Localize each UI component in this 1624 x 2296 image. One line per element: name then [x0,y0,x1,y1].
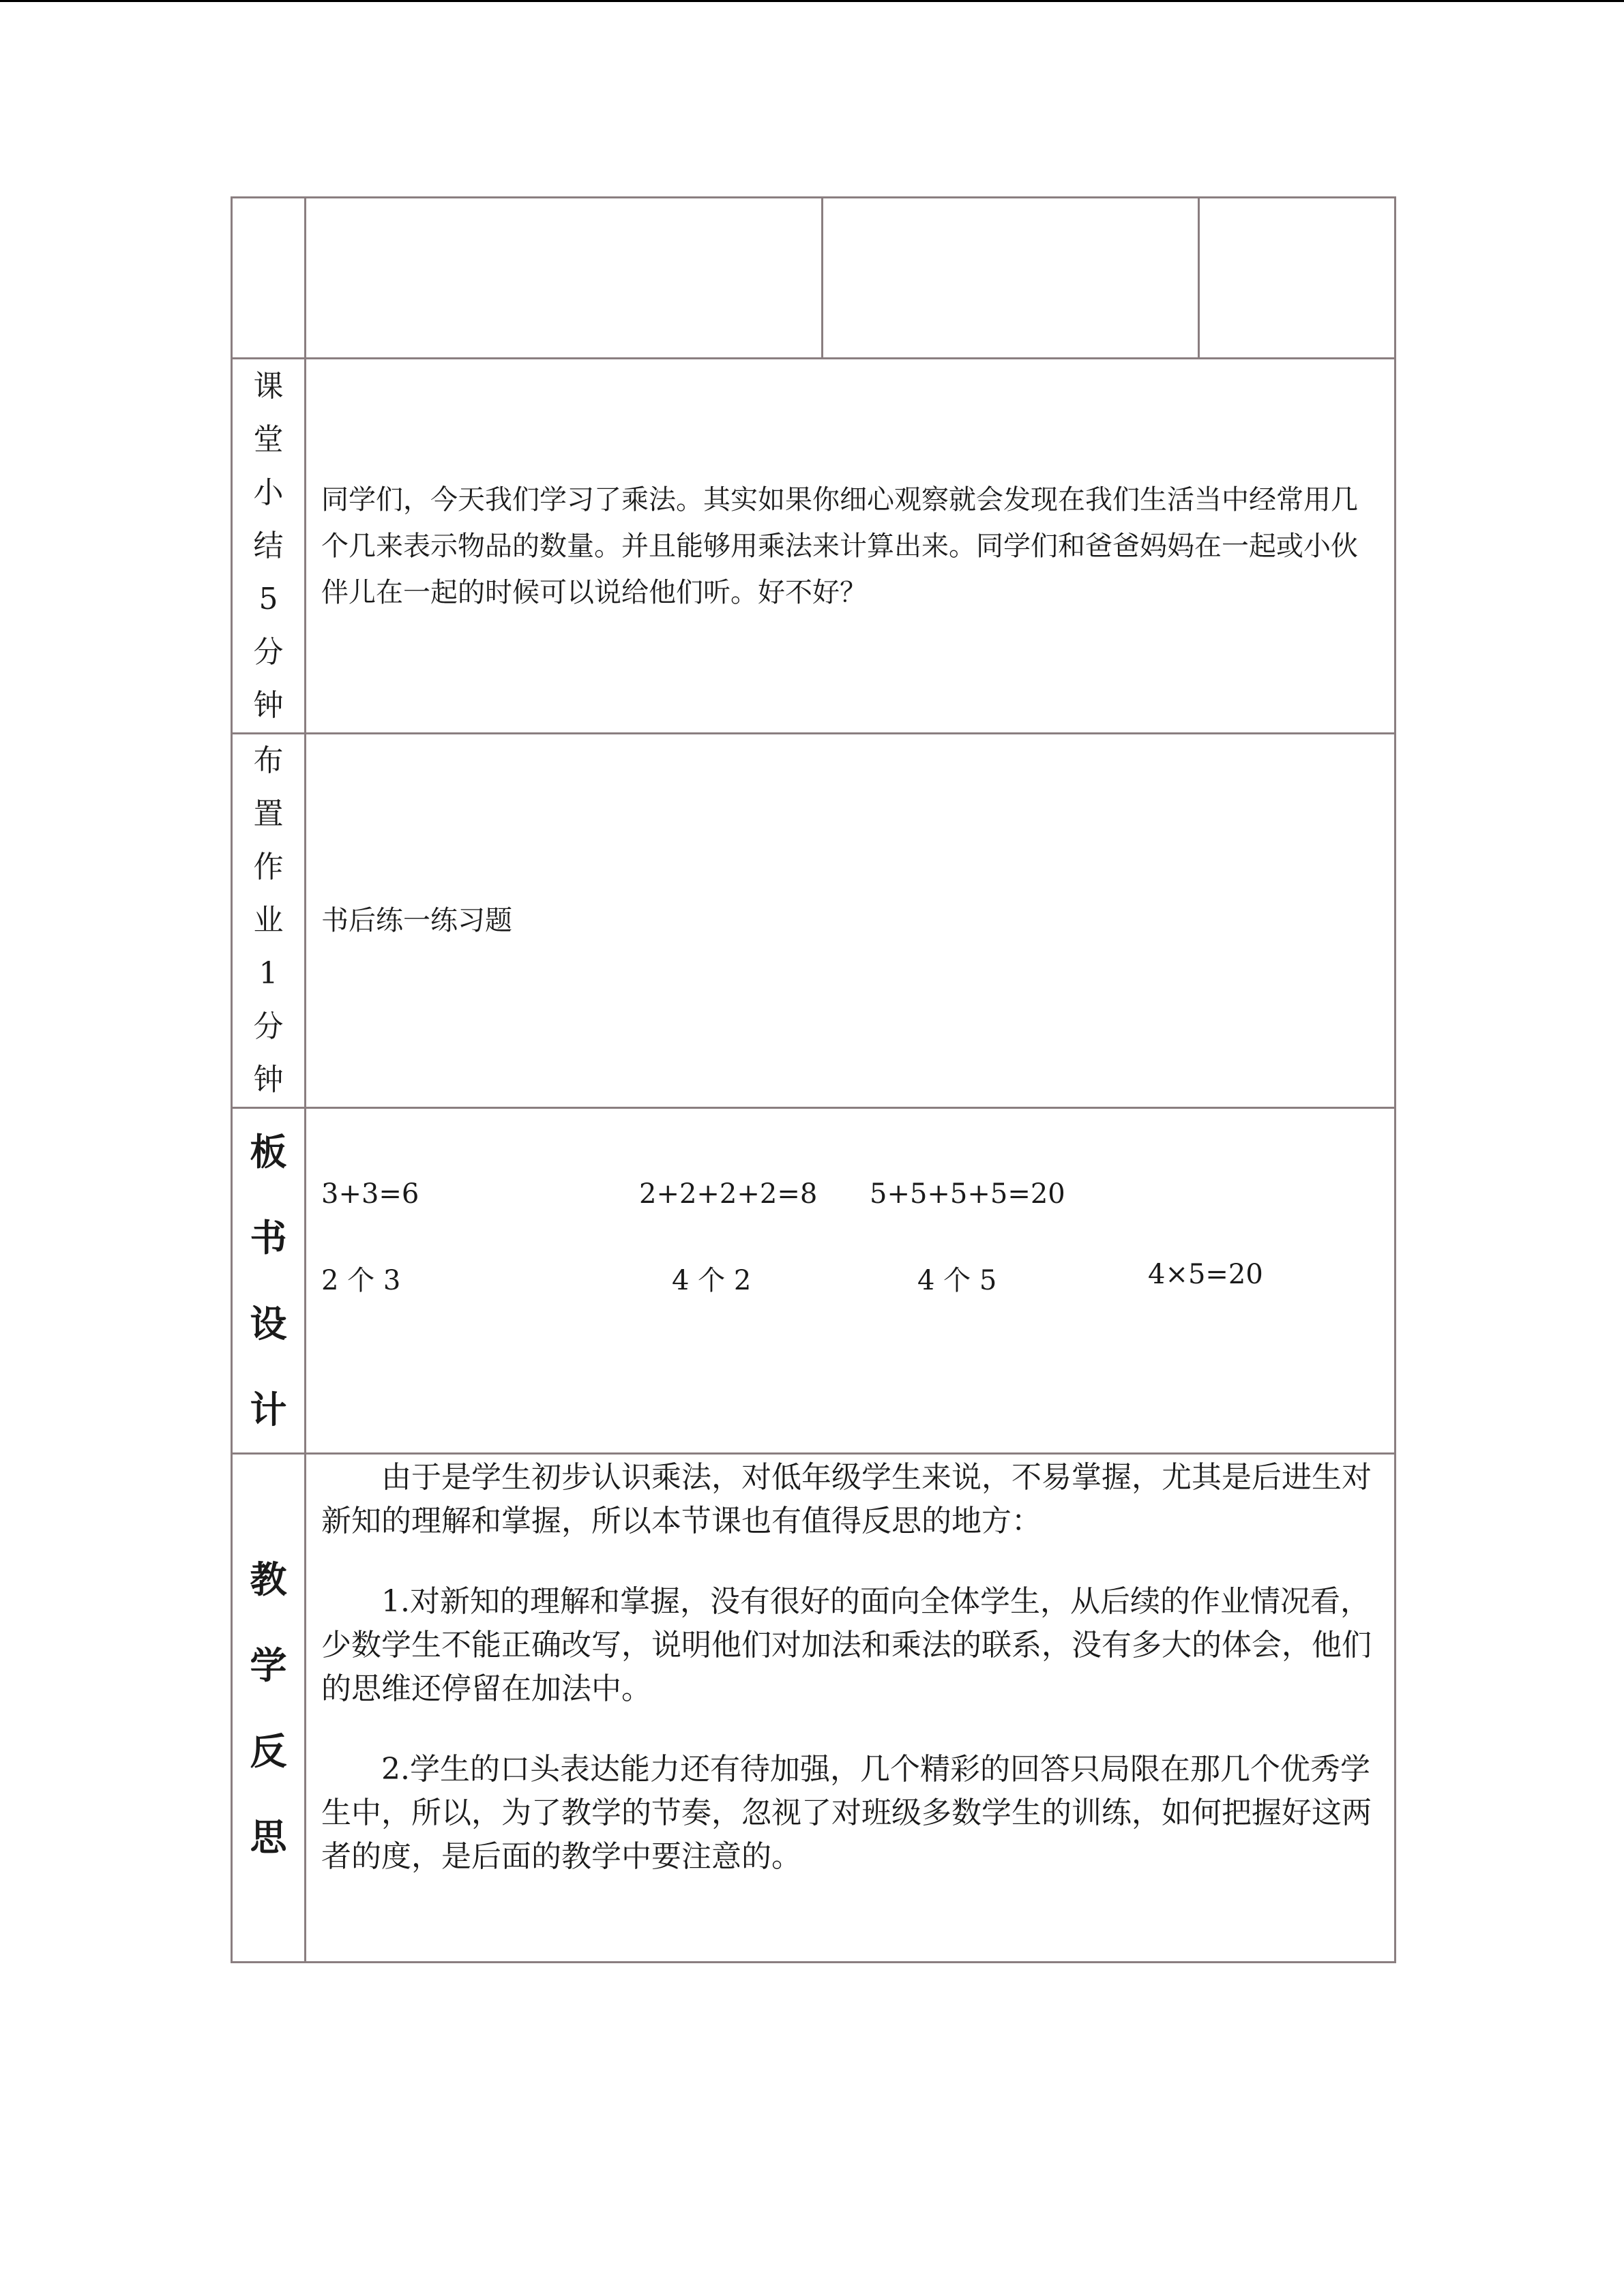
summary-row [232,359,1396,734]
board-product: 4×5=20 [1148,1259,1263,1290]
empty-header-row [232,198,1396,359]
homework-label: 布 置 作 业 1 分 钟 [232,734,306,1108]
board-group-3: 4 个 5 [917,1265,997,1296]
empty-cell-3 [1199,198,1396,359]
summary-text: 同学们，今天我们学习了乘法。其实如果你细心观察就会发现在我们生活当中经常用几个几来表示物品的数量。并且能够用乘法来计算出来。同学们和爸爸妈妈在一起或小伙伴儿在一起的时候可以说给他们听。好不好？ [306,359,1396,734]
board-group-2: 4 个 2 [672,1265,752,1296]
summary-label: 课 堂 小 结 5 分 钟 [232,359,306,734]
reflection-paragraph-1: 由于是学生初步认识乘法，对低年级学生来说，不易掌握，尤其是后进生对新知的理解和掌握，所以本节课也有值得反思的地方： [321,1460,1372,1538]
board-group-1: 2 个 3 [321,1265,401,1296]
homework-text: 书后练一练习题 [306,734,1396,1108]
board-eq-3: 5+5+5+5=20 [870,1178,1065,1210]
empty-cell-label [232,198,306,359]
reflection-label: 教 学 反 思 [232,1454,306,1963]
reflection-paragraph-2: 1.对新知的理解和掌握，没有很好的面向全体学生，从后续的作业情况看，少数学生不能正确改写，说明他们对加法和乘法的联系，没有多大的体会，他们的思维还停留在加法中。 [321,1584,1372,1706]
board-eq-1: 3+3=6 [321,1178,419,1210]
board-line-2 [306,1240,1394,1320]
board-line-1 [306,1159,1394,1240]
empty-cell-1 [306,198,823,359]
board-label: 板 书 设 计 [232,1108,306,1454]
reflection-text [306,1454,1396,1963]
board-content [306,1108,1396,1454]
reflection-paragraph-3: 2.学生的口头表达能力还有待加强，几个精彩的回答只局限在那几个优秀学生中，所以，为了教学的节奏，忽视了对班级多数学生的训练，如何把握好这两者的度，是后面的教学中要注意的。 [321,1752,1372,1874]
board-eq-2: 2+2+2+2=8 [639,1178,818,1210]
homework-row [232,734,1396,1108]
reflection-row [232,1454,1396,1963]
board-row [232,1108,1396,1454]
empty-cell-2 [823,198,1199,359]
lesson-plan-table [231,196,1396,1963]
